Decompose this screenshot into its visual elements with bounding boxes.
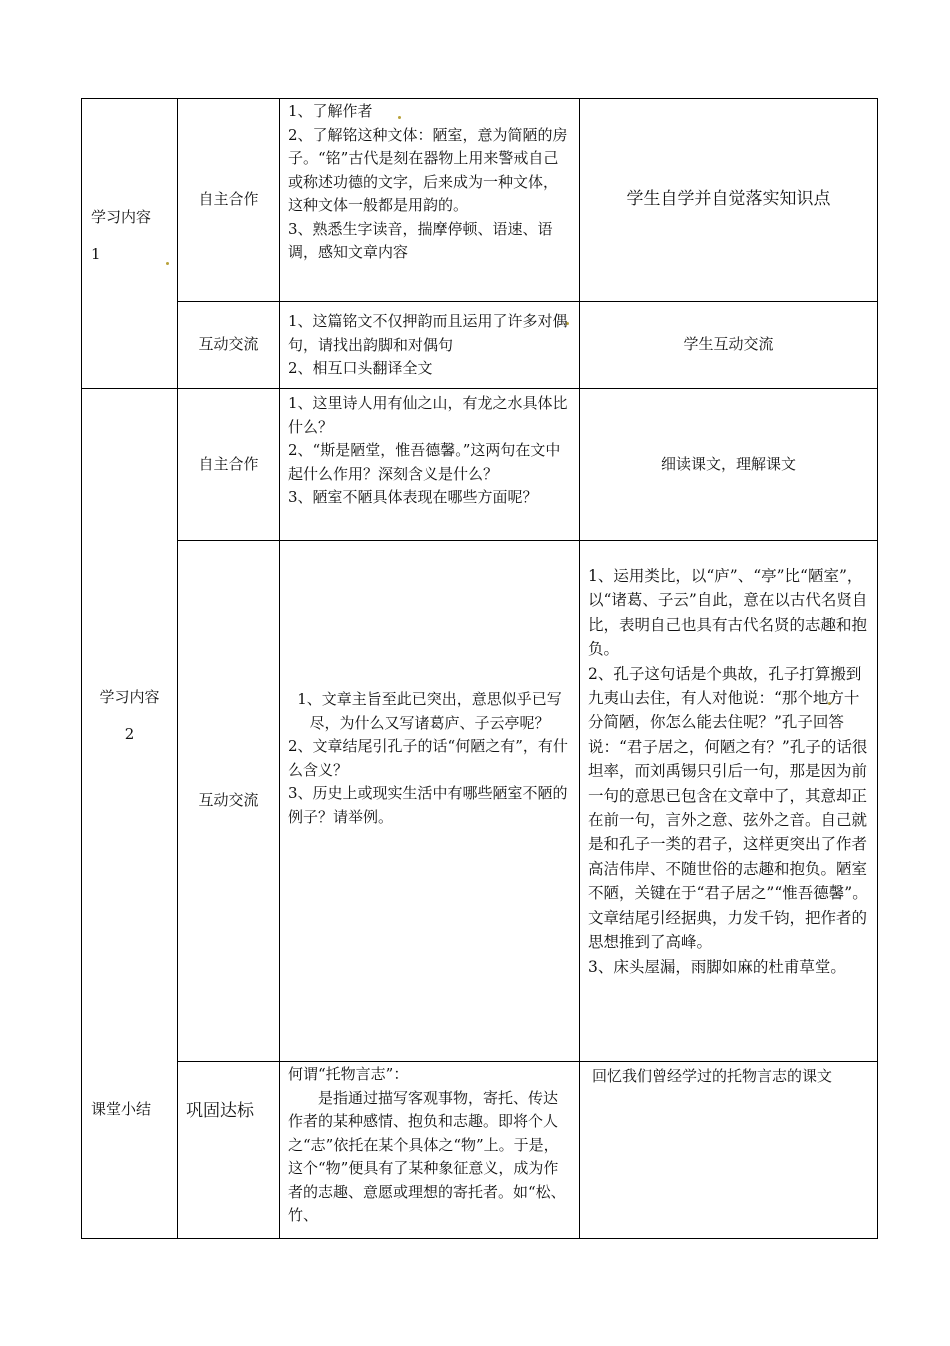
row2-sub1-content bbox=[288, 392, 571, 510]
activity-item: 1、运用类比，以“庐”、“亭”比“陋室”，以“诸葛、子云”自此，意在以古代名贤自比，表明自己也具有古代名贤的志趣和抱负。 bbox=[588, 567, 868, 659]
row2-label-number: 2 bbox=[124, 725, 135, 743]
row2-sub2-activity bbox=[588, 564, 870, 979]
row1-sub1-method bbox=[178, 99, 279, 301]
activity-item: 2、孔子这句话是个典故，孔子打算搬到九夷山去住，有人对他说：“那个地方十分简陋，你怎么能去住呢？”孔子回答说：“君子居之，何陋之有？”孔子的话很坦率，而刘禹锡只引后一句，那是因为前一句的意思已包含在文章中了，其意却正在前一句，言外之意、弦外之音。自己就是和孔子一类的君子，这样更突出了作者高洁伟岸、不随世俗的志趣和抱负。陋室不陋，关键在于“君子居之”“惟吾德馨”。文章结尾引经据典，力发千钧，把作者的思想推到了高峰。 bbox=[588, 664, 868, 952]
content-item: 3、陋室不陋具体表现在哪些方面呢？ bbox=[288, 488, 538, 506]
row3-label-title: 课堂小结 bbox=[91, 1100, 152, 1118]
method-label: 互动交流 bbox=[198, 791, 259, 810]
row1-label bbox=[91, 206, 171, 266]
row3-label bbox=[91, 1098, 171, 1122]
row-divider bbox=[177, 540, 878, 541]
content-body: 是指通过描写客观事物，寄托、传达作者的某种感情、抱负和志趣。即将个人之“志”依托在某个具体之“物”上。于是，这个“物”便具有了某种象征意义，成为作者的志趣、意愿或理想的寄托者。如“松、竹、 bbox=[288, 1088, 566, 1224]
activity-item: 3、床头屋漏，雨脚如麻的杜甫草堂。 bbox=[588, 957, 846, 976]
content-item: 2、相互口头翻译全文 bbox=[288, 359, 433, 377]
method-label: 互动交流 bbox=[198, 335, 259, 354]
table-border-left bbox=[81, 98, 82, 1239]
content-title: 何谓“托物言志”： bbox=[288, 1065, 409, 1083]
activity-text: 学生互动交流 bbox=[683, 335, 774, 354]
row2-sub2-content bbox=[288, 688, 571, 829]
content-item: 1、文章主旨至此已突出，意思似乎已写尽，为什么又写诸葛庐、子云亭呢？ bbox=[297, 690, 562, 732]
row2-sub2-method bbox=[178, 541, 279, 1061]
content-item: 1、了解作者 bbox=[288, 102, 373, 120]
content-item: 3、熟悉生字读音，揣摩停顿、语速、语调，感知文章内容 bbox=[288, 219, 553, 261]
method-label: 巩固达标 bbox=[186, 1101, 254, 1121]
row2-label bbox=[84, 686, 175, 746]
row1-sub2-method bbox=[178, 302, 279, 388]
row1-sub2-content bbox=[288, 310, 571, 381]
column-divider bbox=[279, 98, 280, 1239]
content-item: 1、这里诗人用有仙之山，有龙之水具体比什么？ bbox=[288, 394, 568, 436]
activity-text: 回忆我们曾经学过的托物言志的课文 bbox=[592, 1067, 833, 1085]
activity-text: 学生自学并自觉落实知识点 bbox=[626, 189, 831, 210]
method-label: 自主合作 bbox=[198, 190, 259, 209]
row2-sub1-activity bbox=[580, 389, 877, 540]
table-border-right bbox=[877, 98, 878, 1239]
content-item: 2、了解铭这种文体：陋室，意为简陋的房子。“铭”古代是刻在器物上用来警戒自己或称述功德的文字，后来成为一种文体，这种文体一般都是用韵的。 bbox=[288, 125, 568, 214]
content-item: 2、“斯是陋堂，惟吾德馨。”这两句在文中起什么作用？深刻含义是什么？ bbox=[288, 441, 561, 483]
row2-sub1-method bbox=[178, 389, 279, 540]
table-border-bottom bbox=[81, 1238, 878, 1239]
method-label: 自主合作 bbox=[198, 454, 259, 473]
row1-sub1-activity bbox=[580, 99, 877, 301]
row1-sub1-content bbox=[288, 100, 571, 265]
activity-text: 细读课文，理解课文 bbox=[660, 454, 796, 473]
row2-label-title: 学习内容 bbox=[99, 688, 160, 706]
content-item: 2、文章结尾引孔子的话“何陋之有”，有什么含义？ bbox=[288, 737, 568, 779]
content-item: 1、这篇铭文不仅押韵而且运用了许多对偶句，请找出韵脚和对偶句 bbox=[288, 312, 568, 354]
content-item: 3、历史上或现实生活中有哪些陋室不陋的例子？请举例。 bbox=[288, 784, 568, 826]
row-divider bbox=[177, 1061, 878, 1062]
row3-activity bbox=[592, 1065, 872, 1089]
row3-method bbox=[186, 1100, 276, 1124]
row3-content bbox=[288, 1063, 571, 1237]
row1-sub2-activity bbox=[580, 302, 877, 388]
row1-label-title: 学习内容 bbox=[91, 208, 152, 226]
row1-label-number: 1 bbox=[91, 245, 101, 263]
